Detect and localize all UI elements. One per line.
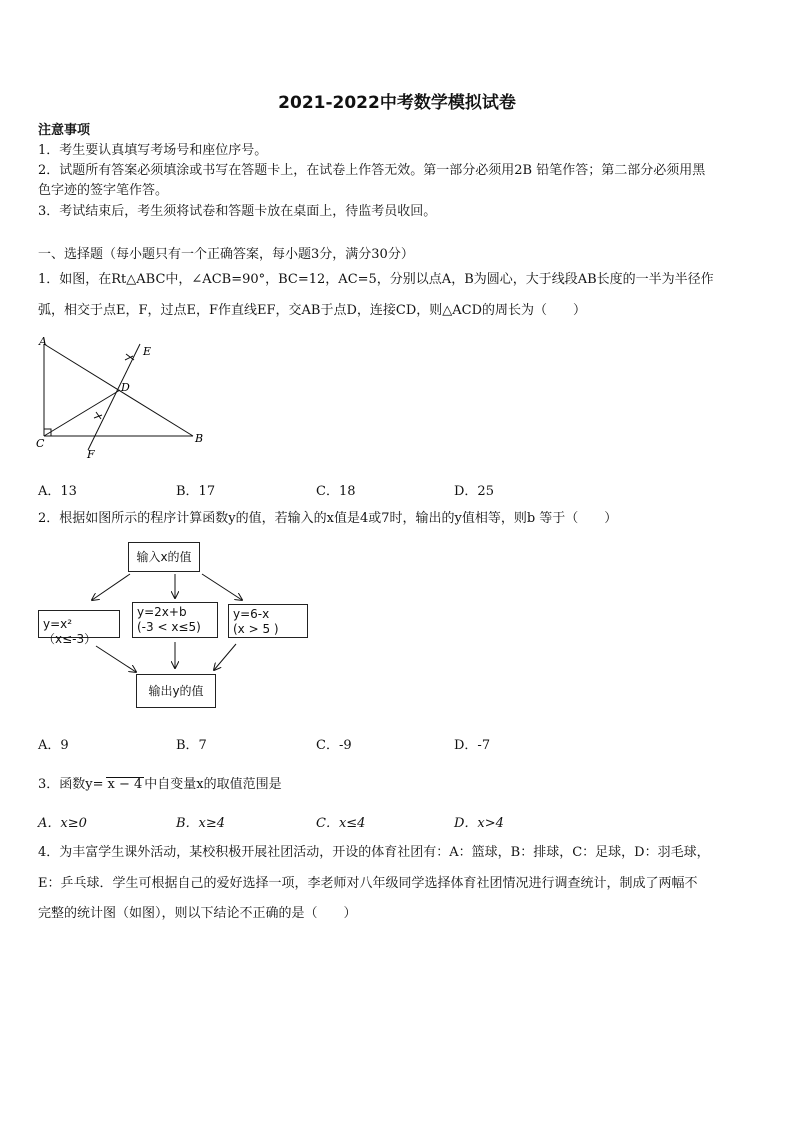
q3-option-a: A．x≥0 (38, 816, 87, 831)
arrow-input-to-case3 (202, 574, 242, 600)
page-title: 2021-2022中考数学模拟试卷 (278, 93, 516, 113)
q3-option-d: D．x>4 (454, 816, 504, 831)
case3-domain: (x > 5 ) (233, 622, 279, 636)
q2-option-c: C．-9 (316, 738, 352, 753)
arrow-case1-to-output (96, 646, 136, 672)
case2-formula: y=2x+b (137, 605, 187, 619)
notes-heading: 注意事项 (38, 123, 91, 138)
q1-geometry-figure (30, 332, 220, 464)
label-A: A (39, 335, 47, 348)
q1-text-line1: 1．如图，在Rt△ABC中，∠ACB=90°，BC=12，AC=5，分别以点A，B为圆心，大于线段AB长度的一半为半径作 (38, 272, 714, 287)
q1-option-a: A．13 (38, 484, 77, 499)
q3-suffix: 中自变量x的取值范围是 (144, 777, 282, 792)
note-item-2: 2．试题所有答案必须填涂或书写在答题卡上，在试卷上作答无效。第一部分必须用2B 铅笔作答；第二部分必须用黑 (38, 163, 706, 178)
q2-flowchart (30, 536, 320, 716)
q2-text: 2．根据如图所示的程序计算函数y的值，若输入的x值是4或7时，输出的y值相等，则b 等于（ ） (38, 511, 618, 526)
q4-text-line2: E：乒乓球．学生可根据自己的爱好选择一项，李老师对八年级同学选择体育社团情况进行调查统计，制成了两幅不 (38, 876, 698, 891)
flow-case1-box: y=x²（x≤-3） (38, 610, 120, 638)
flow-case2-box (132, 602, 218, 638)
q3-prefix: 3．函数y= (38, 777, 104, 792)
label-D: D (121, 381, 130, 394)
label-C: C (36, 437, 45, 450)
segment-CD (44, 390, 120, 436)
flow-output-box: 输出y的值 (136, 674, 216, 708)
q1-option-b: B．17 (176, 484, 216, 499)
flow-case3-box (228, 604, 308, 638)
arrow-input-to-case1 (92, 574, 130, 600)
q1-option-d: D．25 (454, 484, 494, 499)
section-heading: 一、选择题（每小题只有一个正确答案，每小题3分，满分30分） (38, 247, 414, 262)
q2-option-a: A．9 (38, 738, 69, 753)
label-B: B (195, 432, 204, 445)
note-item-1: 1．考生要认真填写考场号和座位序号。 (38, 143, 268, 158)
q3-option-b: B．x≥4 (176, 816, 226, 831)
case3-formula: y=6-x (233, 607, 270, 621)
case2-domain: (-3 < x≤5) (137, 620, 201, 634)
q4-text-line1: 4．为丰富学生课外活动，某校积极开展社团活动，开设的体育社团有：A：篮球，B：排球，C：足球，D：羽毛球， (38, 845, 710, 860)
q1-option-c: C．18 (316, 484, 356, 499)
q3-text (38, 776, 282, 794)
label-E: E (143, 345, 152, 358)
line-EF (88, 344, 140, 450)
label-F: F (87, 448, 95, 461)
sqrt-radicand: x − 4 (107, 777, 143, 792)
arrow-case3-to-output (214, 644, 236, 670)
flow-input-box: 输入x的值 (128, 542, 200, 572)
q1-text-line2: 弧，相交于点E，F，过点E，F作直线EF，交AB于点D，连接CD，则△ACD的周长为（ ） (38, 303, 587, 318)
q2-option-d: D．-7 (454, 738, 491, 753)
note-item-2-cont: 色字迹的签字笔作答。 (38, 183, 169, 198)
arc-mark-E (125, 354, 134, 360)
arc-mark-F (94, 412, 102, 419)
q3-option-c: C．x≤4 (316, 816, 366, 831)
note-item-3: 3．考试结束后，考生须将试卷和答题卡放在桌面上，待监考员收回。 (38, 204, 437, 219)
q4-text-line3: 完整的统计图（如图），则以下结论不正确的是（ ） (38, 906, 357, 921)
q2-option-b: B．7 (176, 738, 207, 753)
